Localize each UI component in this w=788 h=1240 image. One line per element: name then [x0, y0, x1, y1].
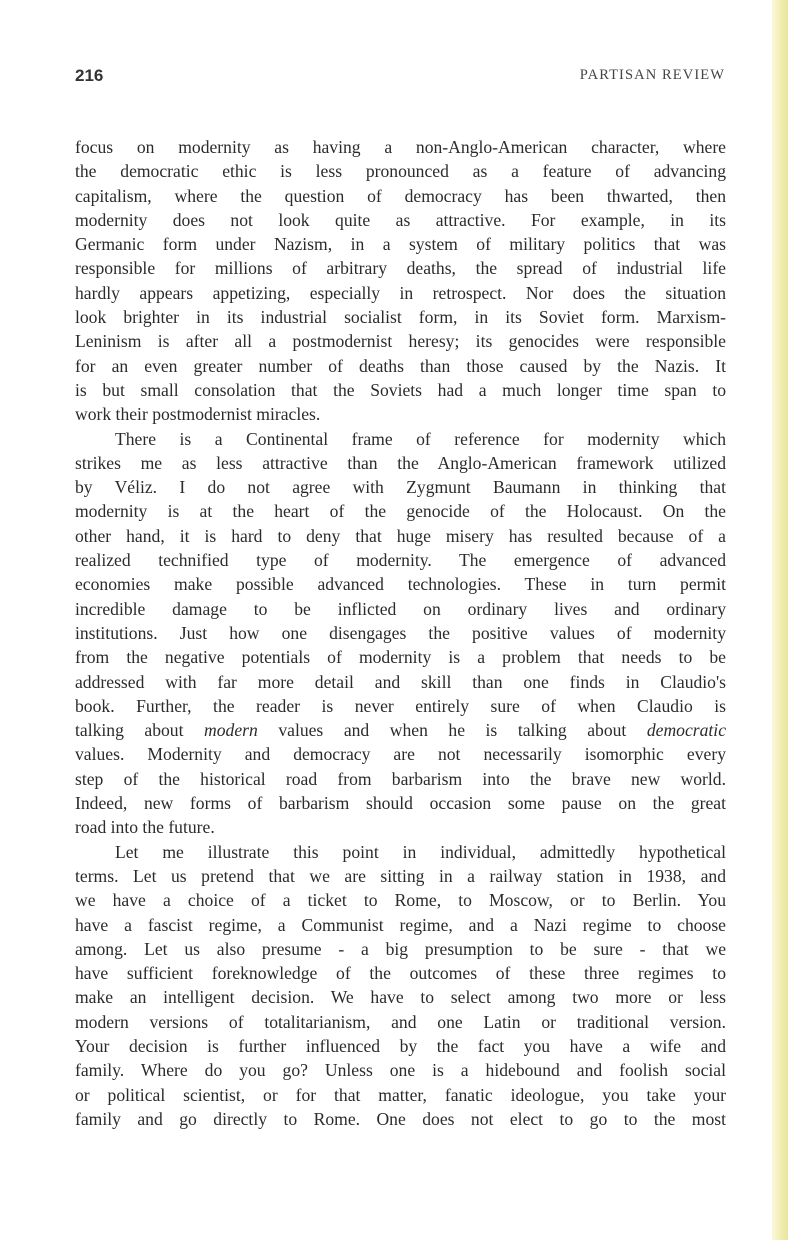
- text-segment: values and when he is talking about: [257, 720, 647, 741]
- text-line: from the negative potentials of modernity is a problem that needs to be: [75, 647, 726, 668]
- page-header: [75, 66, 725, 90]
- text-line: Leninism is after all a postmodernist heresy; its genocides were responsible: [75, 331, 726, 352]
- text-line: have a fascist regime, a Communist regime, and a Nazi regime to choose: [75, 914, 726, 935]
- text-line: make an intelligent decision. We have to select among two more or less: [75, 987, 726, 1008]
- page-number: 216: [75, 66, 104, 85]
- text-line: responsible for millions of arbitrary deaths, the spread of industrial life: [75, 258, 726, 279]
- text-line: the democratic ethic is less pronounced as a feature of advancing: [75, 161, 726, 182]
- text-line: Let me illustrate this point in individual, admittedly hypothetical: [115, 841, 726, 862]
- text-line: strikes me as less attractive than the Anglo-American framework utilized: [75, 452, 726, 473]
- text-segment: talking about: [75, 720, 205, 741]
- text-line: values. Modernity and democracy are not necessarily isomorphic every: [75, 744, 726, 765]
- text-line: other hand, it is hard to deny that huge misery has resulted because of a: [75, 525, 726, 546]
- text-line: modernity is at the heart of the genocide of the Holocaust. On the: [75, 501, 726, 522]
- text-line: have sufficient foreknowledge of the outcomes of these three regimes to: [75, 963, 726, 984]
- text-line: There is a Continental frame of reference for modernity which: [115, 428, 726, 449]
- italic-term-modern: modern: [204, 720, 258, 741]
- text-line: institutions. Just how one disengages the positive values of modernity: [75, 622, 726, 643]
- text-line: road into the future.: [75, 817, 215, 838]
- text-line: focus on modernity as having a non-Anglo-American character, where: [75, 137, 726, 157]
- text-line: modernity does not look quite as attractive. For example, in its: [75, 209, 726, 230]
- paragraph-2: [75, 427, 726, 840]
- text-line: family. Where do you go? Unless one is a hidebound and foolish social: [75, 1060, 726, 1081]
- italic-term-democratic: democratic: [646, 720, 727, 741]
- text-line: terms. Let us pretend that we are sitting in a railway station in 1938, and: [75, 865, 726, 886]
- text-line: Germanic form under Nazism, in a system of military politics that was: [75, 234, 726, 255]
- text-line: step of the historical road from barbarism into the brave new world.: [75, 768, 726, 789]
- text-line-with-italics: [75, 718, 726, 742]
- text-line: addressed with far more detail and skill than one finds in Claudio's: [75, 671, 726, 692]
- text-line: we have a choice of a ticket to Rome, to Moscow, or to Berlin. You: [75, 890, 726, 911]
- text-line: realized technified type of modernity. The emergence of advanced: [75, 550, 726, 571]
- text-line: by Véliz. I do not agree with Zygmunt Baumann in thinking that: [75, 477, 726, 498]
- text-line: for an even greater number of deaths than those caused by the Nazis. It: [75, 355, 726, 376]
- text-line: among. Let us also presume - a big presumption to be sure - that we: [75, 938, 726, 959]
- text-line: Indeed, new forms of barbarism should occasion some pause on the great: [75, 793, 726, 814]
- text-line: look brighter in its industrial socialist form, in its Soviet form. Marxism-: [75, 307, 726, 328]
- paragraph-3: [75, 840, 726, 1132]
- text-line: family and go directly to Rome. One does not elect to go to the most: [75, 1108, 726, 1129]
- text-line: is but small consolation that the Soviets had a much longer time span to: [75, 379, 726, 400]
- paragraph-1: [75, 135, 726, 427]
- text-line: work their postmodernist miracles.: [75, 404, 321, 425]
- body-text: [75, 135, 726, 1131]
- text-line: Your decision is further influenced by the fact you have a wife and: [75, 1035, 726, 1056]
- running-head: PARTISAN REVIEW: [579, 67, 725, 83]
- text-line: or political scientist, or for that matter, fanatic ideologue, you take your: [75, 1084, 726, 1105]
- page-edge-shadow: [772, 0, 788, 1240]
- text-line: capitalism, where the question of democracy has been thwarted, then: [75, 185, 726, 206]
- text-line: hardly appears appetizing, especially in retrospect. Nor does the situation: [75, 282, 726, 303]
- text-line: modern versions of totalitarianism, and one Latin or traditional version.: [75, 1011, 726, 1032]
- text-line: economies make possible advanced technologies. These in turn permit: [75, 574, 726, 595]
- text-line: book. Further, the reader is never entirely sure of when Claudio is: [75, 695, 726, 716]
- text-line: incredible damage to be inflicted on ordinary lives and ordinary: [75, 598, 726, 619]
